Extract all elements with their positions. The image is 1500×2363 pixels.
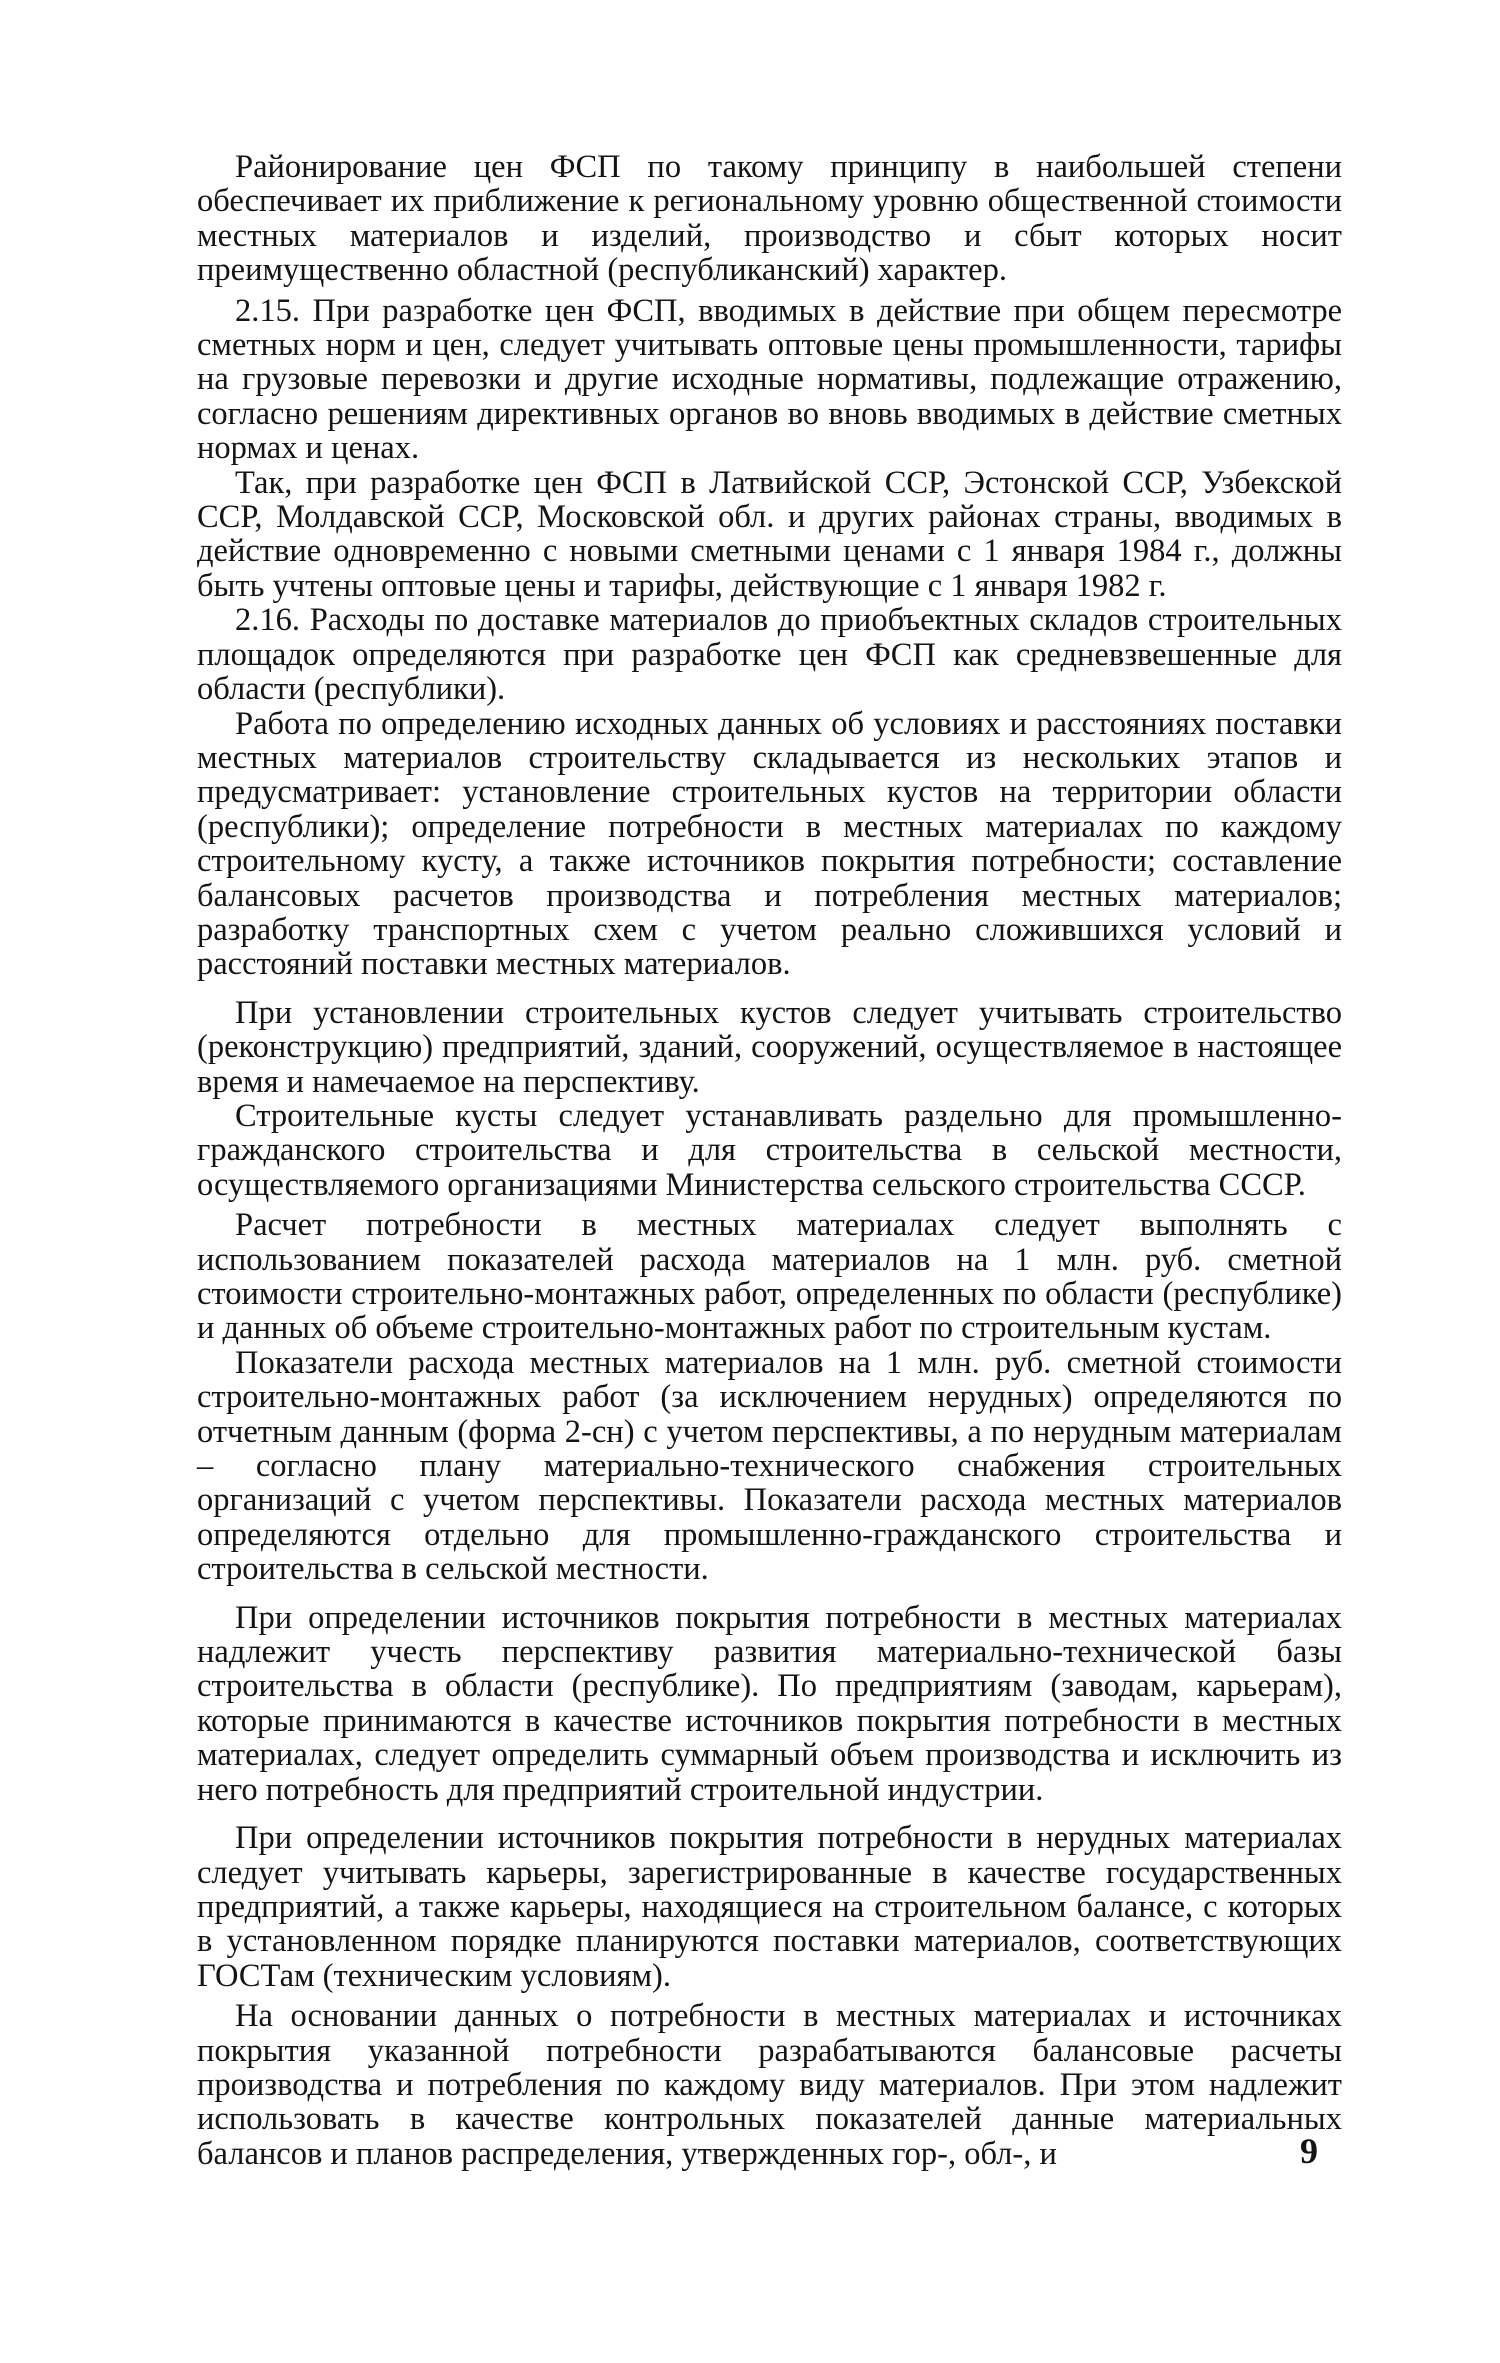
paragraph-clusters-separate: Строительные кусты следует устанавливать раздельно для промышленно-гражданского строительства и для строительства в сельской местности, осуществляемого организациями Министерства сельского строительства СССР.	[197, 1097, 1342, 1203]
paragraph-balance-calculations: На основании данных о потребности в местных материалах и источниках покрытия указанной потребности разрабатываются балансовые расчеты производства и потребления по каждому виду материалов. При этом надлежит использовать в качестве контрольных показателей данные материальных балансов и планов распределения, утвержденных гор-, обл-, и	[197, 1998, 1342, 2172]
paragraph-nonmetallic-sources: При определении источников покрытия потребности в нерудных материалах следует учитывать карьеры, зарегистрированные в качестве государственных предприятий, а также карьеры, находящиеся на строительном балансе, с которых в установленном порядке планируются поставки материалов, соответствующих ГОСТам (техническим условиям).	[197, 1820, 1342, 1994]
page-number: 9	[1300, 2131, 1318, 2171]
paragraph-demand-calculation: Расчет потребности в местных материалах следует выполнять с использованием показателей расхода материалов на 1 млн. руб. сметной стоимости строительно-монтажных работ, определенных по области (республике) и данных об объеме строительно-монтажных работ по строительным кустам.	[197, 1207, 1342, 1347]
paragraph-building-clusters: При установлении строительных кустов следует учитывать строительство (реконструкцию) предприятий, зданий, сооружений, осуществляемое в настоящее время и намечаемое на перспективу.	[197, 994, 1342, 1100]
paragraph-work-stages: Работа по определению исходных данных об условиях и расстояниях поставки местных материалов строительству складывается из нескольких этапов и предусматривает: установление строительных кустов на территории области (республики); определение потребности в местных материалах по каждому строительному кусту, а также источников покрытия потребности; составление балансовых расчетов производства и потребления местных материалов; разработку транспортных схем с учетом реально сложившихся условий и расстояний поставки местных материалов.	[197, 705, 1342, 983]
paragraph-supply-sources: При определении источников покрытия потребности в местных материалах надлежит учесть перспективу развития материально-технической базы строительства в области (республике). По предприятиям (заводам, карьерам), которые принимаются в качестве источников покрытия потребности в местных материалах, следует определить суммарный объем производства и исключить из него потребность для предприятий строительной индустрии.	[197, 1599, 1342, 1808]
paragraph-2-16: 2.16. Расходы по доставке материалов до приобъектных складов строительных площадок определяются при разработке цен ФСП как средневзвешенные для области (республики).	[197, 602, 1342, 708]
paragraph-zoning: Районирование цен ФСП по такому принципу в наибольшей степени обеспечивает их приближение к региональному уровню общественной стоимости местных материалов и изделий, производство и сбыт которых носит преимущественно областной (республиканский) характер.	[197, 149, 1342, 289]
document-body	[197, 150, 1342, 2171]
paragraph-consumption-indicators: Показатели расхода местных материалов на 1 млн. руб. сметной стоимости строительно-монтажных работ (за исключением нерудных) определяются по отчетным данным (форма 2-сн) с учетом перспективы, а по нерудным материалам – согласно плану материально-технического снабжения строительных организаций с учетом перспективы. Показатели расхода местных материалов определяются отдельно для промышленно-гражданского строительства и строительства в сельской местности.	[197, 1344, 1342, 1588]
paragraph-2-15: 2.15. При разработке цен ФСП, вводимых в действие при общем пересмотре сметных норм и цен, следует учитывать оптовые цены промышленности, тарифы на грузовые перевозки и другие исходные нормативы, подлежащие отражению, согласно решениям директивных органов во вновь вводимых в действие сметных нормах и ценах.	[197, 292, 1342, 467]
paragraph-example-republics: Так, при разработке цен ФСП в Латвийской ССР, Эстонской ССР, Узбекской ССР, Молдавской ССР, Московской обл. и других районах страны, вводимых в действие одновременно с новыми сметными ценами с 1 января 1984 г., должны быть учтены оптовые цены и тарифы, действующие с 1 января 1982 г.	[197, 464, 1342, 604]
